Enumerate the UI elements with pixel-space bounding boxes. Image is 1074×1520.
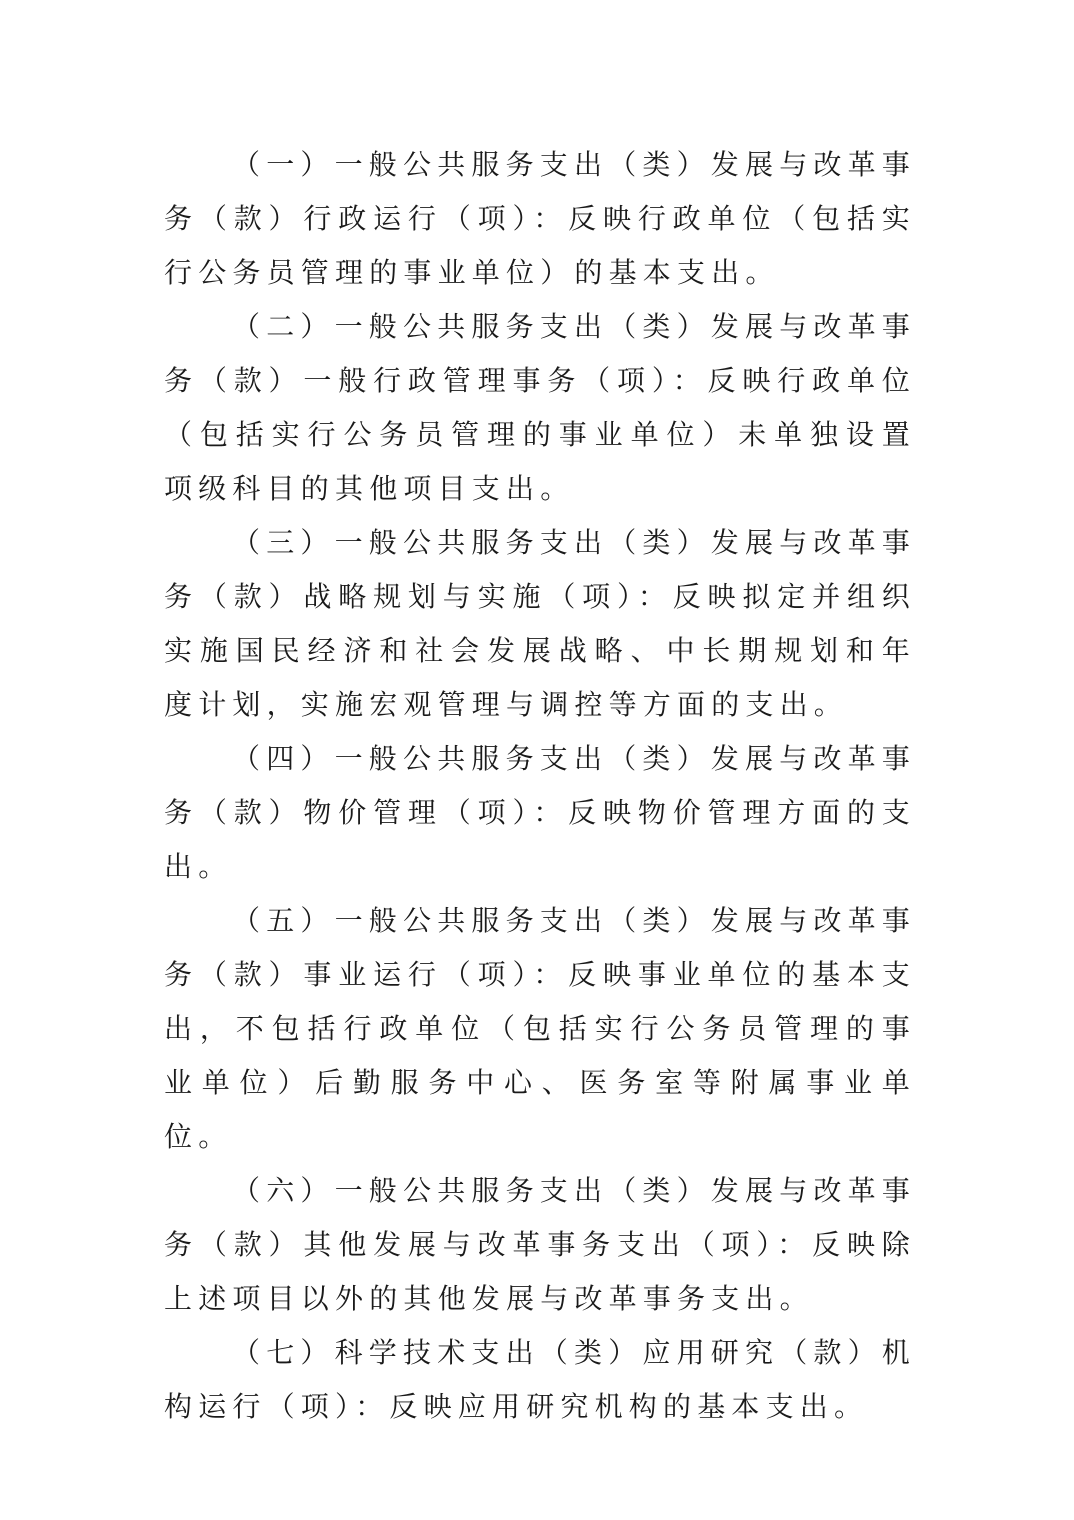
paragraph-1: （一）一般公共服务支出（类）发展与改革事务（款）行政运行（项）：反映行政单位（包括实行公务员管理的事业单位）的基本支出。 xyxy=(164,148,917,289)
paragraph-2: （二）一般公共服务支出（类）发展与改革事务（款）一般行政管理事务（项）：反映行政单位（包括实行公务员管理的事业单位）未单独设置项级科目的其他项目支出。 xyxy=(164,310,917,505)
paragraph-5: （五）一般公共服务支出（类）发展与改革事务（款）事业运行（项）：反映事业单位的基本支出，不包括行政单位（包括实行公务员管理的事业单位）后勤服务中心、医务室等附属事业单位。 xyxy=(164,904,917,1153)
paragraph-6: （六）一般公共服务支出（类）发展与改革事务（款）其他发展与改革事务支出（项）：反映除上述项目以外的其他发展与改革事务支出。 xyxy=(164,1174,917,1315)
document-body xyxy=(164,138,916,1434)
paragraph-7: （七）科学技术支出（类）应用研究（款）机构运行（项）：反映应用研究机构的基本支出。 xyxy=(164,1336,917,1423)
paragraph-3: （三）一般公共服务支出（类）发展与改革事务（款）战略规划与实施（项）：反映拟定并组织实施国民经济和社会发展战略、中长期规划和年度计划，实施宏观管理与调控等方面的支出。 xyxy=(164,526,917,721)
paragraph-4: （四）一般公共服务支出（类）发展与改革事务（款）物价管理（项）：反映物价管理方面的支出。 xyxy=(164,742,917,883)
